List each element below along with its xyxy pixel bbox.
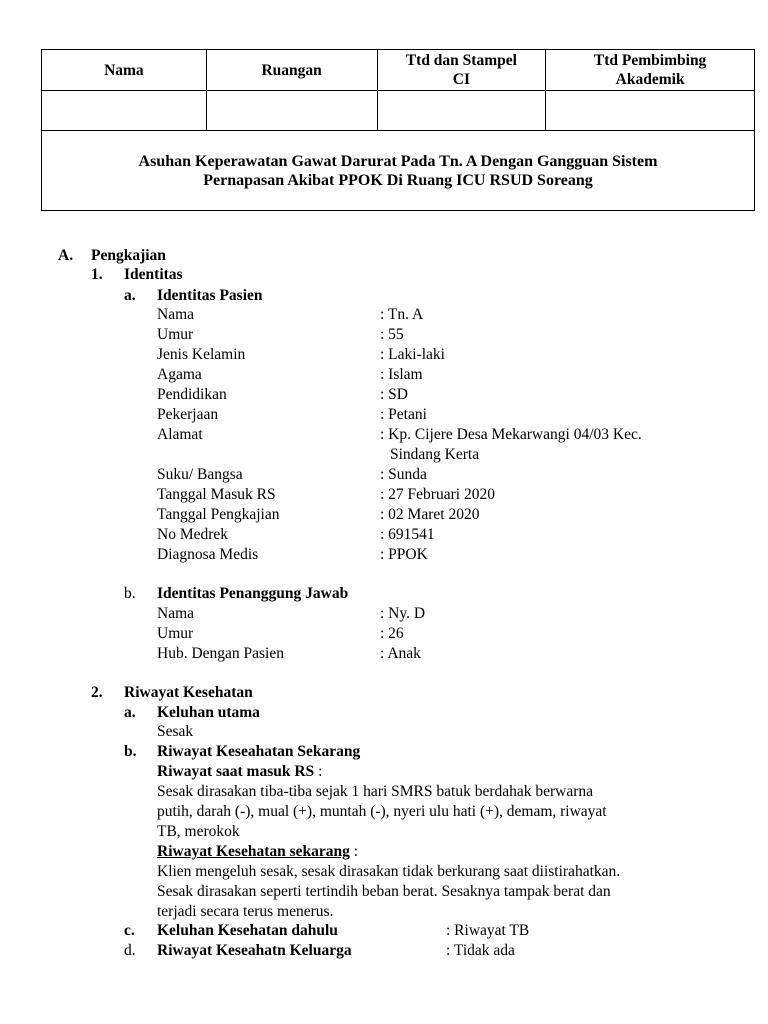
pasien-diagnosa-key: Diagnosa Medis (157, 546, 259, 563)
riwayat-marker: 2. (91, 684, 103, 701)
pasien-tgl-pengkajian-value: : 02 Maret 2020 (380, 506, 480, 523)
section-a-marker: A. (58, 247, 74, 264)
pasien-medrek-key: No Medrek (157, 526, 229, 543)
pasien-pendidikan-key: Pendidikan (157, 386, 227, 403)
col-ttd-ci: Ttd dan Stampel CI (377, 50, 546, 91)
pasien-medrek-value: : 691541 (380, 526, 435, 543)
riwayat-label: Riwayat Kesehatan (124, 684, 253, 701)
riwayat-sekarang-label: Riwayat Keseahatan Sekarang (157, 743, 361, 760)
riwayat-masuk-line-1: Sesak dirasakan tiba-tiba sejak 1 hari SMRS batuk berdahak berwarna (157, 783, 594, 800)
riwayat-masuk-line-2: putih, darah (-), mual (+), muntah (-), nyeri ulu hati (+), demam, riwayat (157, 803, 607, 820)
pasien-nama-key: Nama (157, 306, 195, 323)
riwayat-sekarang-line-1: Klien mengeluh sesak, sesak dirasakan tidak berkurang saat diistirahatkan. (157, 863, 621, 880)
penanggung-marker: b. (124, 585, 136, 602)
pasien-kelamin-key: Jenis Kelamin (157, 346, 246, 363)
pasien-nama-value: : Tn. A (380, 306, 424, 323)
title-row (42, 131, 755, 211)
col-ttd-pembimbing: Ttd Pembimbing Akademik (546, 50, 755, 91)
pasien-alamat-value: : Kp. Cijere Desa Mekarwangi 04/03 Kec. (380, 426, 642, 443)
keluhan-utama-label: Keluhan utama (157, 704, 260, 721)
identitas-label: Identitas (124, 266, 183, 283)
pasien-pekerjaan-value: : Petani (380, 406, 427, 423)
penanggung-umur-value: : 26 (380, 625, 404, 642)
riwayat-masuk-heading: Riwayat saat masuk RS : (157, 763, 323, 780)
penanggung-nama-value: : Ny. D (380, 605, 426, 622)
pasien-label: Identitas Pasien (157, 287, 263, 304)
keluhan-dahulu-value: : Riwayat TB (446, 922, 530, 939)
riwayat-masuk-line-3: TB, merokok (157, 823, 240, 840)
pasien-diagnosa-value: : PPOK (380, 546, 428, 563)
keluhan-utama-marker: a. (124, 704, 136, 721)
pasien-suku-key: Suku/ Bangsa (157, 466, 243, 483)
pasien-alamat-cont: Sindang Kerta (390, 446, 480, 463)
pasien-umur-key: Umur (157, 326, 194, 343)
pasien-pendidikan-value: : SD (380, 386, 408, 403)
keluhan-dahulu-marker: c. (124, 922, 135, 939)
riwayat-keluarga-marker: d. (124, 942, 136, 959)
pasien-pekerjaan-key: Pekerjaan (157, 406, 219, 423)
penanggung-label: Identitas Penanggung Jawab (157, 585, 349, 602)
riwayat-sekarang-marker: b. (124, 743, 137, 760)
penanggung-umur-key: Umur (157, 625, 194, 642)
pasien-tgl-pengkajian-key: Tanggal Pengkajian (157, 506, 280, 523)
cell-nama-empty (42, 91, 207, 131)
cell-ttd-ci-empty (377, 91, 546, 131)
header-table (41, 49, 755, 211)
keluhan-dahulu-label: Keluhan Kesehatan dahulu (157, 922, 338, 939)
identitas-marker: 1. (91, 266, 103, 283)
signature-row (42, 91, 755, 131)
pasien-tgl-masuk-key: Tanggal Masuk RS (157, 486, 276, 503)
pasien-agama-value: : Islam (380, 366, 423, 383)
keluhan-utama-value: Sesak (157, 723, 194, 740)
penanggung-nama-key: Nama (157, 605, 195, 622)
pasien-agama-key: Agama (157, 366, 202, 383)
riwayat-kesehatan-sekarang-heading: Riwayat Kesehatan sekarang : (157, 843, 359, 860)
riwayat-sekarang-line-3: terjadi secara terus menerus. (157, 903, 334, 920)
riwayat-sekarang-line-2: Sesak dirasakan seperti tertindih beban berat. Sesaknya tampak berat dan (157, 883, 611, 900)
section-a-label: Pengkajian (91, 247, 166, 264)
document-title: Asuhan Keperawatan Gawat Darurat Pada Tn. A Dengan Gangguan Sistem Pernapasan Akibat PPOK Di Ruang ICU RSUD Soreang (42, 131, 755, 211)
cell-ruangan-empty (206, 91, 377, 131)
pasien-marker: a. (124, 287, 136, 304)
cell-ttd-pembimbing-empty (546, 91, 755, 131)
col-ruangan: Ruangan (206, 50, 377, 91)
riwayat-keluarga-value: : Tidak ada (446, 942, 515, 959)
penanggung-hub-value: : Anak (380, 645, 421, 662)
riwayat-keluarga-label: Riwayat Keseahatn Keluarga (157, 942, 352, 959)
pasien-tgl-masuk-value: : 27 Februari 2020 (380, 486, 495, 503)
pasien-alamat-key: Alamat (157, 426, 203, 443)
col-nama: Nama (42, 50, 207, 91)
pasien-umur-value: : 55 (380, 326, 404, 343)
header-row (42, 50, 755, 91)
pasien-suku-value: : Sunda (380, 466, 427, 483)
penanggung-hub-key: Hub. Dengan Pasien (157, 645, 284, 662)
pasien-kelamin-value: : Laki-laki (380, 346, 445, 363)
